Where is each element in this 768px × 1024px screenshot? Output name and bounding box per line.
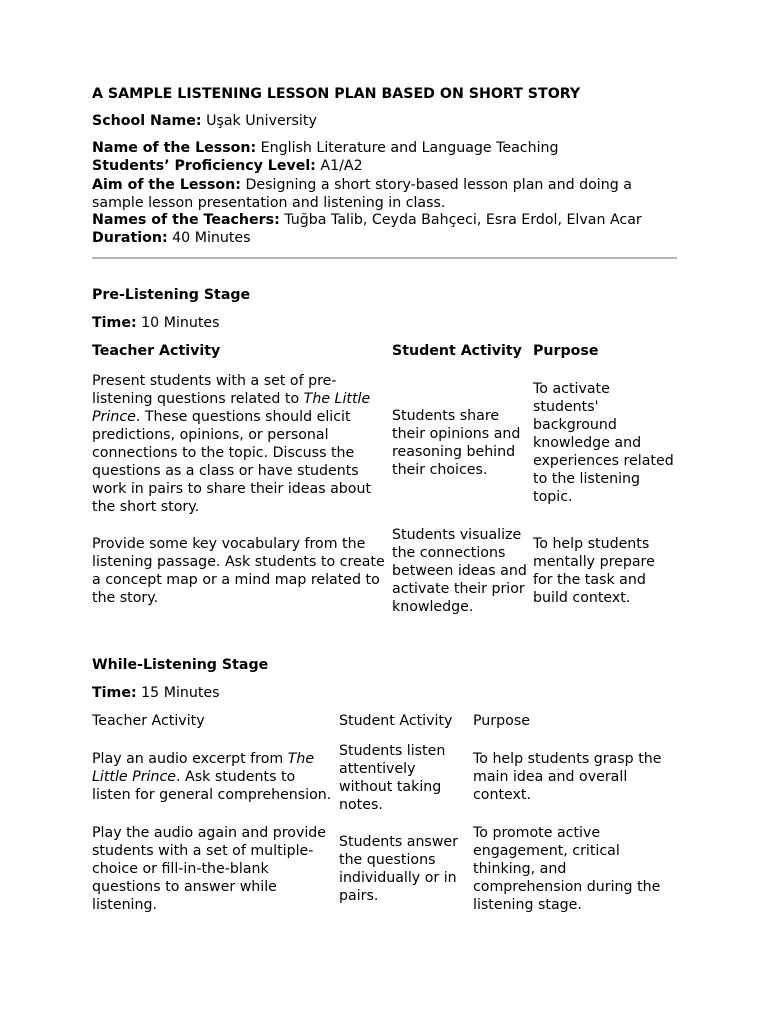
- while-row1-purpose: To help students grasp the main idea and overall context.: [473, 751, 662, 803]
- while-listening-time-line: [92, 684, 220, 702]
- while-row1-teacher-text-a: Play an audio excerpt from: [92, 751, 288, 767]
- lesson-aim-paragraph: [92, 176, 652, 212]
- duration-value: 40 Minutes: [167, 230, 251, 246]
- while-header-teacher-activity: Teacher Activity: [92, 713, 205, 729]
- school-name-value: Uşak University: [201, 113, 317, 129]
- while-listening-time-label: Time:: [92, 685, 137, 701]
- teachers-value: Tuğba Talib, Ceyda Bahçeci, Esra Erdol, Elvan Acar: [279, 212, 642, 228]
- duration-line: [92, 229, 251, 247]
- pre-row1-student-activity: Students share their opinions and reasoning behind their choices.: [392, 408, 521, 478]
- pre-row1-teacher-activity: [92, 372, 388, 516]
- school-name-label: School Name:: [92, 113, 202, 129]
- pre-row1-teacher-text-b: . These questions should elicit predictions, opinions, or personal connections to the topic. Discuss the questions as a class or have students work in pairs to share their ideas about the short story.: [92, 409, 372, 515]
- pre-listening-time-value: 10 Minutes: [136, 315, 220, 331]
- while-row1-student-activity: Students listen attentively without taking notes.: [339, 743, 446, 813]
- pre-header-student-activity: Student Activity: [392, 343, 522, 359]
- proficiency-level-value: A1/A2: [315, 158, 363, 174]
- duration-label: Duration:: [92, 230, 168, 246]
- pre-row1-teacher-text-a: Present students with a set of pre-listening questions related to: [92, 373, 337, 407]
- section-divider: [92, 257, 677, 259]
- teachers-label: Names of the Teachers:: [92, 212, 280, 228]
- lesson-name-line: [92, 139, 559, 157]
- while-row1-story-title: The Little Prince: [92, 751, 315, 785]
- proficiency-level-line: [92, 157, 363, 175]
- lesson-aim-label: Aim of the Lesson:: [92, 177, 241, 193]
- document-title: A SAMPLE LISTENING LESSON PLAN BASED ON SHORT STORY: [92, 86, 581, 102]
- pre-row2-purpose: To help students mentally prepare for the task and build context.: [533, 536, 655, 606]
- pre-row1-story-title: The Little Prince: [92, 391, 371, 425]
- while-row1-teacher-text-b: . Ask students to listen for general comprehension.: [92, 769, 332, 803]
- teachers-line: [92, 211, 642, 229]
- proficiency-level-label: Students’ Proficiency Level:: [92, 158, 316, 174]
- while-listening-time-value: 15 Minutes: [136, 685, 220, 701]
- pre-listening-stage-title: Pre-Listening Stage: [92, 287, 251, 303]
- while-row2-teacher-activity: Play the audio again and provide students with a set of multiple-choice or fill-in-the-blank questions to answer while listening.: [92, 825, 327, 913]
- while-row1-teacher-activity: [92, 750, 336, 804]
- pre-row2-student-activity: Students visualize the connections between ideas and activate their prior knowledge.: [392, 527, 527, 615]
- lesson-name-label: Name of the Lesson:: [92, 140, 257, 156]
- pre-listening-time-label: Time:: [92, 315, 137, 331]
- while-header-purpose: Purpose: [473, 713, 530, 729]
- while-row2-student-activity: Students answer the questions individually or in pairs.: [339, 834, 458, 904]
- lesson-aim-value: Designing a short story-based lesson plan and doing a sample lesson presentation and listening in class.: [92, 177, 632, 211]
- while-header-student-activity: Student Activity: [339, 713, 453, 729]
- school-name-line: [92, 112, 317, 130]
- while-row2-purpose: To promote active engagement, critical thinking, and comprehension during the listening stage.: [473, 825, 661, 913]
- while-listening-stage-title: While-Listening Stage: [92, 657, 269, 673]
- pre-row1-purpose: To activate students' background knowledge and experiences related to the listening topic.: [533, 381, 674, 505]
- pre-header-purpose: Purpose: [533, 343, 599, 359]
- pre-header-teacher-activity: Teacher Activity: [92, 343, 221, 359]
- lesson-name-value: English Literature and Language Teaching: [256, 140, 559, 156]
- pre-row2-teacher-activity: Provide some key vocabulary from the listening passage. Ask students to create a concept map or a mind map related to the story.: [92, 536, 385, 606]
- pre-listening-time-line: [92, 314, 220, 332]
